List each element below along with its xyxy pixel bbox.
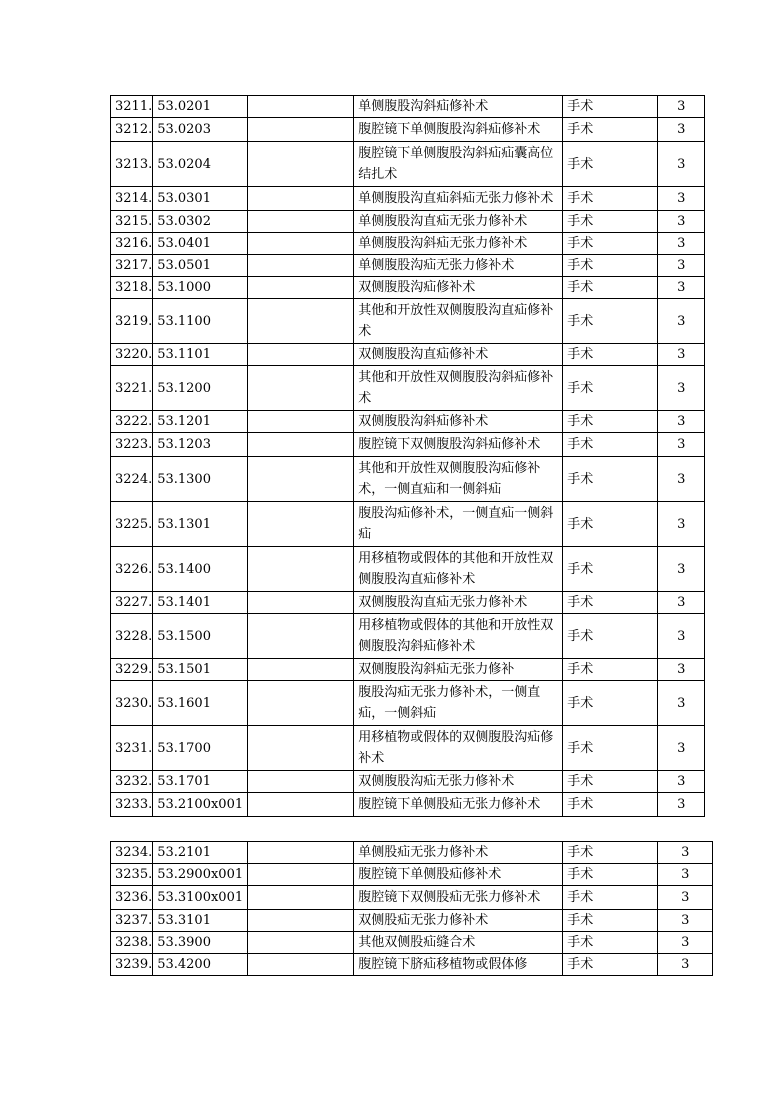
blank-cell [248, 142, 354, 187]
blank-cell [248, 118, 354, 142]
level-cell: 3 [658, 864, 713, 886]
level-cell: 3 [658, 793, 705, 817]
table-row [111, 118, 705, 142]
level-cell: 3 [658, 771, 705, 793]
procedure-name-cell: 其他和开放性双侧腹股沟斜疝修补术 [354, 366, 563, 411]
procedure-code-cell: 53.0302 [153, 211, 248, 233]
procedure-code-cell: 53.1701 [153, 771, 248, 793]
row-number-cell: 3215. [111, 211, 153, 233]
procedure-code-cell: 53.0401 [153, 233, 248, 255]
procedure-name-cell: 腹股沟疝修补术，一侧直疝一侧斜疝 [354, 502, 563, 547]
procedure-code-cell: 53.1301 [153, 502, 248, 547]
blank-cell [248, 277, 354, 299]
row-number-cell: 3228. [111, 614, 153, 659]
table-row [111, 142, 705, 187]
table-row [111, 659, 705, 681]
blank-cell [248, 96, 354, 118]
level-cell: 3 [658, 842, 713, 864]
procedure-name-cell: 其他和开放性双侧腹股沟疝修补术，一侧直疝和一侧斜疝 [354, 457, 563, 502]
category-cell: 手术 [563, 659, 658, 681]
row-number-cell: 3220. [111, 344, 153, 366]
row-number-cell: 3239. [111, 954, 153, 976]
category-cell: 手术 [563, 411, 658, 433]
category-cell: 手术 [563, 277, 658, 299]
blank-cell [248, 211, 354, 233]
procedure-code-cell: 53.1501 [153, 659, 248, 681]
blank-cell [248, 411, 354, 433]
level-cell: 3 [658, 411, 705, 433]
row-number-cell: 3212. [111, 118, 153, 142]
category-cell: 手术 [563, 954, 658, 976]
row-number-cell: 3214. [111, 187, 153, 211]
category-cell: 手术 [563, 255, 658, 277]
category-cell: 手术 [563, 502, 658, 547]
category-cell: 手术 [563, 842, 658, 864]
category-cell: 手术 [563, 726, 658, 771]
row-number-cell: 3224. [111, 457, 153, 502]
procedure-code-cell: 53.1300 [153, 457, 248, 502]
procedure-code-cell: 53.1000 [153, 277, 248, 299]
row-number-cell: 3234. [111, 842, 153, 864]
procedure-name-cell: 其他和开放性双侧腹股沟直疝修补术 [354, 299, 563, 344]
level-cell: 3 [658, 277, 705, 299]
procedure-name-cell: 腹腔镜下单侧股疝修补术 [354, 864, 563, 886]
procedure-name-cell: 腹腔镜下脐疝移植物或假体修 [354, 954, 563, 976]
level-cell: 3 [658, 366, 705, 411]
procedure-name-cell: 双侧股疝无张力修补术 [354, 910, 563, 932]
blank-cell [248, 864, 354, 886]
procedure-name-cell: 双侧腹股沟直疝修补术 [354, 344, 563, 366]
procedure-code-cell: 53.1101 [153, 344, 248, 366]
table-row [111, 726, 705, 771]
blank-cell [248, 726, 354, 771]
procedure-code-cell: 53.3900 [153, 932, 248, 954]
procedure-code-cell: 53.1401 [153, 592, 248, 614]
row-number-cell: 3238. [111, 932, 153, 954]
level-cell: 3 [658, 910, 713, 932]
row-number-cell: 3221. [111, 366, 153, 411]
procedure-name-cell: 双侧腹股沟斜疝无张力修补 [354, 659, 563, 681]
blank-cell [248, 255, 354, 277]
category-cell: 手术 [563, 793, 658, 817]
blank-cell [248, 457, 354, 502]
procedure-name-cell: 双侧腹股沟直疝无张力修补术 [354, 592, 563, 614]
table-row [111, 96, 705, 118]
table-row [111, 344, 705, 366]
category-cell: 手术 [563, 457, 658, 502]
row-number-cell: 3222. [111, 411, 153, 433]
blank-cell [248, 592, 354, 614]
table-row [111, 681, 705, 726]
blank-cell [248, 547, 354, 592]
blank-cell [248, 366, 354, 411]
row-number-cell: 3218. [111, 277, 153, 299]
category-cell: 手术 [563, 344, 658, 366]
row-number-cell: 3233. [111, 793, 153, 817]
table-row [111, 299, 705, 344]
procedure-code-cell: 53.1700 [153, 726, 248, 771]
table-row [111, 277, 705, 299]
procedure-name-cell: 腹腔镜下双侧股疝无张力修补术 [354, 886, 563, 910]
row-number-cell: 3236. [111, 886, 153, 910]
procedure-code-cell: 53.3101 [153, 910, 248, 932]
procedure-name-cell: 单侧腹股沟疝无张力修补术 [354, 255, 563, 277]
procedure-name-cell: 用移植物或假体的其他和开放性双侧腹股沟斜疝修补术 [354, 614, 563, 659]
procedure-code-cell: 53.1201 [153, 411, 248, 433]
blank-cell [248, 614, 354, 659]
row-number-cell: 3213. [111, 142, 153, 187]
table-row [111, 547, 705, 592]
procedure-code-cell: 53.2100x001 [153, 793, 248, 817]
level-cell: 3 [658, 932, 713, 954]
procedure-name-cell: 腹腔镜下单侧腹股沟斜疝疝囊高位结扎术 [354, 142, 563, 187]
level-cell: 3 [658, 344, 705, 366]
level-cell: 3 [658, 726, 705, 771]
procedure-table-top [110, 95, 705, 817]
procedure-code-cell: 53.4200 [153, 954, 248, 976]
level-cell: 3 [658, 233, 705, 255]
table-row [111, 793, 705, 817]
table-row [111, 366, 705, 411]
procedure-code-cell: 53.1200 [153, 366, 248, 411]
category-cell: 手术 [563, 118, 658, 142]
blank-cell [248, 886, 354, 910]
table-row [111, 211, 705, 233]
procedure-name-cell: 双侧腹股沟疝无张力修补术 [354, 771, 563, 793]
level-cell: 3 [658, 592, 705, 614]
level-cell: 3 [658, 433, 705, 457]
procedure-code-cell: 53.1400 [153, 547, 248, 592]
level-cell: 3 [658, 954, 713, 976]
table-row [111, 411, 705, 433]
blank-cell [248, 681, 354, 726]
procedure-code-cell: 53.0203 [153, 118, 248, 142]
procedure-name-cell: 双侧腹股沟斜疝修补术 [354, 411, 563, 433]
procedure-name-cell: 腹腔镜下单侧股疝无张力修补术 [354, 793, 563, 817]
procedure-code-cell: 53.0204 [153, 142, 248, 187]
category-cell: 手术 [563, 771, 658, 793]
blank-cell [248, 187, 354, 211]
table-row [111, 187, 705, 211]
category-cell: 手术 [563, 211, 658, 233]
row-number-cell: 3223. [111, 433, 153, 457]
row-number-cell: 3231. [111, 726, 153, 771]
table-row [111, 433, 705, 457]
blank-cell [248, 771, 354, 793]
table-row [111, 886, 713, 910]
row-number-cell: 3219. [111, 299, 153, 344]
level-cell: 3 [658, 96, 705, 118]
blank-cell [248, 842, 354, 864]
table-row [111, 502, 705, 547]
category-cell: 手术 [563, 366, 658, 411]
category-cell: 手术 [563, 592, 658, 614]
category-cell: 手术 [563, 233, 658, 255]
row-number-cell: 3217. [111, 255, 153, 277]
procedure-name-cell: 腹腔镜下单侧腹股沟斜疝修补术 [354, 118, 563, 142]
row-number-cell: 3227. [111, 592, 153, 614]
row-number-cell: 3230. [111, 681, 153, 726]
procedure-code-cell: 53.1203 [153, 433, 248, 457]
procedure-code-cell: 53.0201 [153, 96, 248, 118]
procedure-name-cell: 单侧股疝无张力修补术 [354, 842, 563, 864]
procedure-name-cell: 腹腔镜下双侧腹股沟斜疝修补术 [354, 433, 563, 457]
category-cell: 手术 [563, 886, 658, 910]
table-row [111, 771, 705, 793]
blank-cell [248, 954, 354, 976]
category-cell: 手术 [563, 864, 658, 886]
level-cell: 3 [658, 211, 705, 233]
table-row [111, 255, 705, 277]
category-cell: 手术 [563, 681, 658, 726]
category-cell: 手术 [563, 96, 658, 118]
level-cell: 3 [658, 547, 705, 592]
blank-cell [248, 433, 354, 457]
procedure-code-cell: 53.1500 [153, 614, 248, 659]
blank-cell [248, 793, 354, 817]
level-cell: 3 [658, 255, 705, 277]
row-number-cell: 3225. [111, 502, 153, 547]
level-cell: 3 [658, 187, 705, 211]
row-number-cell: 3211. [111, 96, 153, 118]
level-cell: 3 [658, 118, 705, 142]
level-cell: 3 [658, 457, 705, 502]
procedure-name-cell: 单侧腹股沟直疝斜疝无张力修补术 [354, 187, 563, 211]
table-row [111, 954, 713, 976]
row-number-cell: 3229. [111, 659, 153, 681]
table-row [111, 910, 713, 932]
blank-cell [248, 932, 354, 954]
category-cell: 手术 [563, 433, 658, 457]
table-body [111, 96, 705, 817]
level-cell: 3 [658, 502, 705, 547]
category-cell: 手术 [563, 299, 658, 344]
procedure-name-cell: 腹股沟疝无张力修补术，一侧直疝，一侧斜疝 [354, 681, 563, 726]
blank-cell [248, 659, 354, 681]
row-number-cell: 3237. [111, 910, 153, 932]
table-row [111, 864, 713, 886]
category-cell: 手术 [563, 932, 658, 954]
table-row [111, 592, 705, 614]
procedure-code-cell: 53.0301 [153, 187, 248, 211]
procedure-code-cell: 53.0501 [153, 255, 248, 277]
category-cell: 手术 [563, 910, 658, 932]
row-number-cell: 3226. [111, 547, 153, 592]
procedure-name-cell: 其他双侧股疝缝合术 [354, 932, 563, 954]
procedure-name-cell: 用移植物或假体的其他和开放性双侧腹股沟直疝修补术 [354, 547, 563, 592]
blank-cell [248, 299, 354, 344]
table-row [111, 614, 705, 659]
procedure-name-cell: 双侧腹股沟疝修补术 [354, 277, 563, 299]
category-cell: 手术 [563, 142, 658, 187]
table-row [111, 233, 705, 255]
level-cell: 3 [658, 886, 713, 910]
level-cell: 3 [658, 659, 705, 681]
table-row [111, 457, 705, 502]
blank-cell [248, 344, 354, 366]
table-row [111, 932, 713, 954]
blank-cell [248, 910, 354, 932]
procedure-code-cell: 53.1601 [153, 681, 248, 726]
category-cell: 手术 [563, 187, 658, 211]
procedure-code-cell: 53.3100x001 [153, 886, 248, 910]
level-cell: 3 [658, 681, 705, 726]
table-body [111, 842, 713, 976]
category-cell: 手术 [563, 614, 658, 659]
row-number-cell: 3235. [111, 864, 153, 886]
level-cell: 3 [658, 299, 705, 344]
table-row [111, 842, 713, 864]
procedure-name-cell: 单侧腹股沟斜疝修补术 [354, 96, 563, 118]
procedure-table-bottom [110, 841, 713, 976]
blank-cell [248, 233, 354, 255]
procedure-name-cell: 单侧腹股沟斜疝无张力修补术 [354, 233, 563, 255]
row-number-cell: 3216. [111, 233, 153, 255]
level-cell: 3 [658, 142, 705, 187]
procedure-name-cell: 用移植物或假体的双侧腹股沟疝修补术 [354, 726, 563, 771]
procedure-name-cell: 单侧腹股沟直疝无张力修补术 [354, 211, 563, 233]
procedure-code-cell: 53.2101 [153, 842, 248, 864]
level-cell: 3 [658, 614, 705, 659]
procedure-code-cell: 53.2900x001 [153, 864, 248, 886]
procedure-code-cell: 53.1100 [153, 299, 248, 344]
category-cell: 手术 [563, 547, 658, 592]
blank-cell [248, 502, 354, 547]
row-number-cell: 3232. [111, 771, 153, 793]
